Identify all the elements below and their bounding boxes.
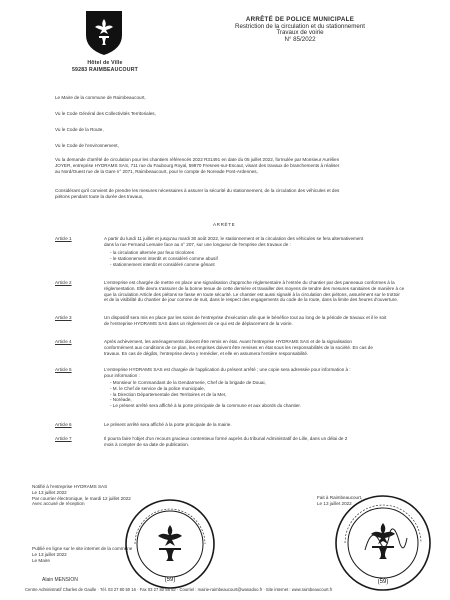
notification-line3: Par courrier électronique, le mardi 12 juillet 2022 xyxy=(32,495,131,501)
article-1-label: Article 1 xyxy=(55,236,72,241)
vu-demande-line3: au Nord/Ouest rue de la Gare n° 2071, Raimbeaucourt, pour le compte de Noreade Pont-Ardennes, xyxy=(55,168,258,174)
considerant-line1: Considérant qu'il convient de prendre les mesures nécessaires à assurer la sécurité du stationnement, de la circulation des véhicules et des xyxy=(55,188,340,193)
article-6-label: Article 6 xyxy=(55,422,72,427)
article-3-label: Article 3 xyxy=(55,315,72,320)
considerant-line2: piétons pendant toute la durée des travaux, xyxy=(55,193,144,199)
mairie-name-line1: Hôtel de Ville xyxy=(87,60,123,66)
handwritten-signature xyxy=(360,520,410,560)
article-5-line: pour information : xyxy=(104,372,140,378)
article-5-recipients xyxy=(110,380,301,409)
article-4-label: Article 4 xyxy=(55,339,72,344)
notification-line2: Le 13 juillet 2022 xyxy=(32,489,67,495)
title-line2: Restriction de la circulation et du stationnement xyxy=(234,22,365,30)
publie-line2: Le 13 juillet 2022 xyxy=(32,551,67,557)
article-3-text xyxy=(104,315,386,327)
publie-block xyxy=(32,546,132,563)
page-footer: Centre Administratif Charles de Gaulle · Tél. 03 27 80 50 16 · Fax 03 27 80 58 82 · Courriel : mairie-raimbeaucourt@wanadoo.fr · Site internet : www.raimbeaucourt.fr xyxy=(25,587,333,592)
article-5-recipient: - Noréade, xyxy=(110,397,132,403)
preamble-code-route: Vu le Code de la Route, xyxy=(55,127,104,132)
arrete-heading: ARRÊTE xyxy=(213,222,236,227)
article-7-line: Il pourra faire l'objet d'un recours gracieux contentieux formé auprès du tribunal Administratif de Lille, dans un délai de 2 xyxy=(104,436,348,441)
article-2-line: que la circulation Article des piétons se fasse en toute sécurité. Le chantier est aussi signalé à la circulation des piétons, assurément sur le trottoir xyxy=(104,291,400,297)
article-1-line: A partir du lundi 11 juillet et jusqu'au mardi 30 août 2022, le stationnement et la circulation des véhicules se fera alternativement xyxy=(104,236,364,241)
title-line4: N° 85/2022 xyxy=(284,35,316,43)
preamble-cgct: Vu le Code Général des Collectivités Territoriales, xyxy=(55,111,156,116)
article-5-recipient: - la Direction Départementale des Territoires et de la Mer, xyxy=(110,391,227,397)
notification-line1: Notifié à l'entreprise HYDRAMS SAS xyxy=(32,484,108,489)
article-1-text xyxy=(104,236,363,248)
vu-demande-line2: JOYER, entreprise HYDRAMS SAS, 711 rue du Faubourg Royal, 59970 Fresnes-sur-Escaut, visant des travaux de branchements à réaliser xyxy=(55,162,340,168)
svg-text:(59): (59) xyxy=(377,579,389,585)
article-5-line: L'entreprise HYDRAMS SAS est chargée de l'application du présent arrêté ; une copie sera adressée pour information à : xyxy=(104,367,351,372)
article-1-bullet: - le stationnement interdit et considéré comme abusif xyxy=(110,255,218,261)
article-3-line: de l'entreprise HYDRAMS SAS dans un règlement de ce qui est de déplacement de la voirie. xyxy=(104,320,293,326)
article-1-line: dans la rue Fernand Lemaire face au n° 207, sur une longueur de l'emprise des travaux de : xyxy=(104,241,291,247)
vu-demande-line1: Vu la demande d'arrêté de circulation pour les chantiers référencés 2022 R31491 en date du 05 juillet 2022, formulée par Monsieur Aurélien xyxy=(55,157,340,162)
article-7-line: mois à compter de sa date de publication. xyxy=(104,441,190,447)
article-1-bullet: - stationnement interdit et considéré comme gênant xyxy=(110,261,215,267)
article-5-text xyxy=(104,367,351,379)
article-4-line: Après achèvement, les aménagements doivent être remis en état. Avant l'entreprise HYDRAMS SAS et de la signalisation xyxy=(104,339,352,344)
article-2-label: Article 2 xyxy=(55,280,72,285)
mairie-name-line2: 59283 RAIMBEAUCOURT xyxy=(71,66,139,73)
article-2-text xyxy=(104,280,404,303)
preamble-considerant xyxy=(55,188,339,200)
article-2-line: L'entreprise est chargée de mettre en place une signalisation d'approche réglementaire à l'entrée du chantier par des panneaux conformes à la xyxy=(104,280,395,285)
mairie-address xyxy=(40,60,170,73)
article-6-line: Le présent arrêté sera affiché à la porte principale de la mairie. xyxy=(104,422,232,427)
document-title xyxy=(200,17,400,43)
preamble-vu-demande xyxy=(55,157,339,174)
article-2-line: et de la visibilité du chantier de jour comme de nuit, dans le respect des engagements du code de la route, dans la limite des heures d'ouverture. xyxy=(104,297,399,303)
article-1-bullets xyxy=(110,250,218,267)
article-6-text xyxy=(104,422,232,428)
publie-line3: Le Maire xyxy=(32,557,50,563)
article-5-recipient: - Monsieur le Commandant de la Gendarmerie, Chef de la brigade de Douai, xyxy=(110,380,266,385)
article-2-line: réglementation. Elle devra s'assurer de la bonne tenue de cette dernière et travailler des moyens de tendre des mesures sanitaires de manière à ce xyxy=(104,285,405,291)
svg-text:(59): (59) xyxy=(164,577,176,583)
article-7-label: Article 7 xyxy=(55,436,72,441)
title-line3: Travaux de voirie xyxy=(276,29,324,37)
notification-block xyxy=(32,484,131,507)
article-7-text xyxy=(104,436,347,448)
article-4-line: conformément aux conditions de ce plan, les emprises doivent être remises en état sous les responsabilités de la société. En cas de xyxy=(104,344,373,350)
title-line1: ARRÊTÉ DE POLICE MUNICIPALE xyxy=(245,16,355,23)
publie-line1: Publié en ligne sur le site internet de la commune xyxy=(32,546,133,551)
article-1-bullet: - la circulation alternée par feux tricolores xyxy=(110,250,195,255)
article-3-line: Un dispositif sera mis en place par les soins de l'entreprise d'exécution afin que le bénéfice tout au long de la période de travaux et il le soit xyxy=(104,315,387,320)
notification-line4: Avec accusé de réception xyxy=(32,501,85,507)
article-5-recipient: - Le présent arrêté sera affiché à la porte principale de la commune et aux abords du chantier. xyxy=(110,403,301,409)
municipal-seal-stamp xyxy=(123,497,217,591)
article-4-text xyxy=(104,339,373,356)
preamble-code-env: Vu le Code de l'environnement, xyxy=(55,143,119,148)
article-5-label: Article 5 xyxy=(55,367,72,372)
fait-a-line1: Fait à Raimbeaucourt, xyxy=(317,495,363,500)
article-5-recipient: - M. le Chef de service de la police municipale, xyxy=(110,385,205,391)
preamble-maire: Le Maire de la commune de Raimbeaucourt, xyxy=(55,95,146,100)
signature-name: Alain MENSION xyxy=(42,577,78,583)
fait-a-line2: Le 13 juillet 2022 xyxy=(317,500,352,506)
article-4-line: travaux. En cas de dégâts, l'entreprise devra y remédier, et elle en assumera l'entière responsabilité. xyxy=(104,350,309,356)
city-crest-icon xyxy=(84,9,124,57)
